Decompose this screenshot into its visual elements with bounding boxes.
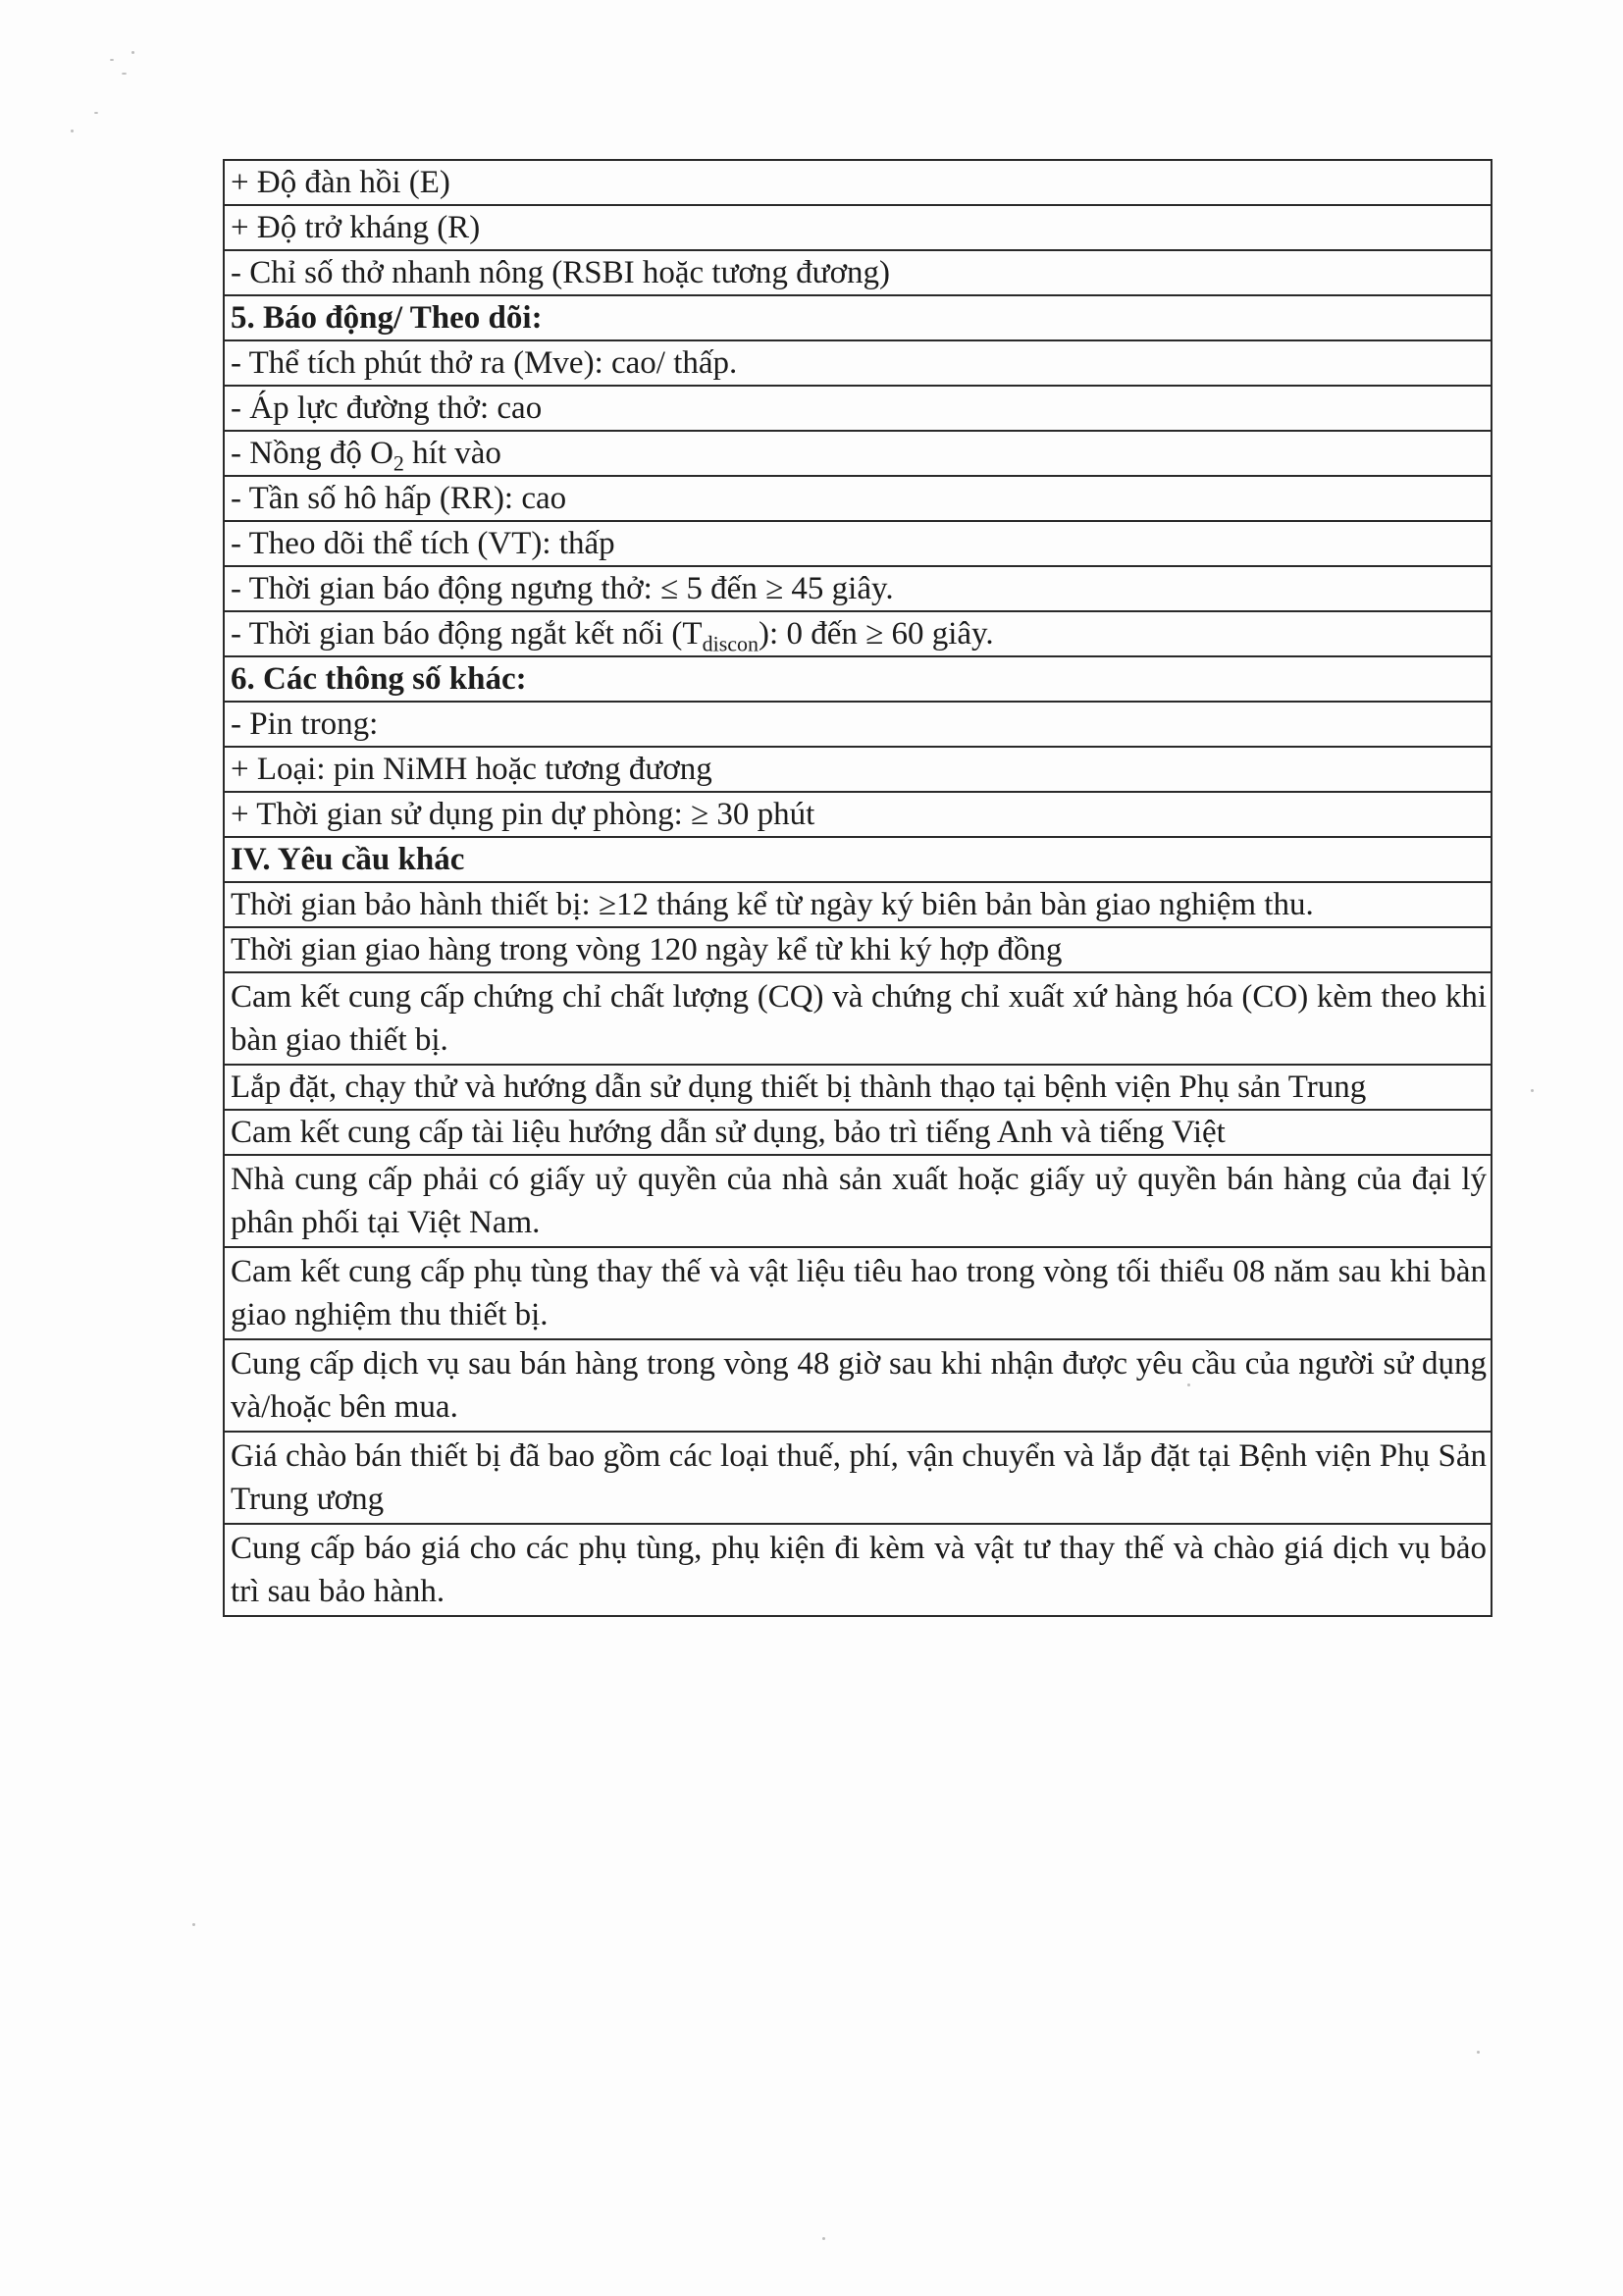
table-row xyxy=(224,476,1492,521)
row-text: - Thể tích phút thở ra (Mve): cao/ thấp. xyxy=(224,340,1492,386)
scan-speck xyxy=(1531,1089,1534,1092)
table-row xyxy=(224,1339,1492,1432)
table-row xyxy=(224,521,1492,566)
row-text xyxy=(224,611,1492,656)
tdiscon-subscript: discon xyxy=(702,631,759,656)
row-text: - Chỉ số thở nhanh nông (RSBI hoặc tương đương) xyxy=(224,250,1492,295)
section-heading: 6. Các thông số khác: xyxy=(224,656,1492,702)
table-row xyxy=(224,1432,1492,1524)
row-text xyxy=(224,431,1492,476)
row-text: Thời gian giao hàng trong vòng 120 ngày kể từ khi ký hợp đồng xyxy=(224,927,1492,972)
section-heading: 5. Báo động/ Theo dõi: xyxy=(224,295,1492,340)
row-text: + Loại: pin NiMH hoặc tương đương xyxy=(224,747,1492,792)
table-row xyxy=(224,340,1492,386)
row-text: Cam kết cung cấp tài liệu hướng dẫn sử dụng, bảo trì tiếng Anh và tiếng Việt xyxy=(224,1110,1492,1155)
scan-speck xyxy=(122,73,127,75)
row-text: Cam kết cung cấp chứng chỉ chất lượng (CQ) và chứng chỉ xuất xứ hàng hóa (CO) kèm theo khi bàn giao thiết bị. xyxy=(224,972,1492,1065)
tdiscon-prefix: - Thời gian báo động ngắt kết nối (T xyxy=(231,616,703,652)
table-row xyxy=(224,386,1492,431)
row-text: - Tần số hô hấp (RR): cao xyxy=(224,476,1492,521)
row-text: + Độ trở kháng (R) xyxy=(224,205,1492,250)
table-row xyxy=(224,566,1492,611)
o2-subscript: 2 xyxy=(393,450,404,476)
table-row xyxy=(224,882,1492,927)
row-text: - Theo dõi thể tích (VT): thấp xyxy=(224,521,1492,566)
table-row xyxy=(224,1524,1492,1616)
scan-speck xyxy=(1477,2051,1480,2054)
table-row xyxy=(224,1065,1492,1110)
table-row xyxy=(224,205,1492,250)
table-row xyxy=(224,702,1492,747)
table-row xyxy=(224,431,1492,476)
row-text: + Thời gian sử dụng pin dự phòng: ≥ 30 phút xyxy=(224,792,1492,837)
scan-speck xyxy=(71,130,74,132)
table-row xyxy=(224,160,1492,205)
scan-speck xyxy=(94,112,98,114)
row-text: - Pin trong: xyxy=(224,702,1492,747)
row-text: Thời gian bảo hành thiết bị: ≥12 tháng kể từ ngày ký biên bản bàn giao nghiệm thu. xyxy=(224,882,1492,927)
section-heading-row xyxy=(224,295,1492,340)
table-row xyxy=(224,972,1492,1065)
row-text: + Độ đàn hồi (E) xyxy=(224,160,1492,205)
row-text: Giá chào bán thiết bị đã bao gồm các loại thuế, phí, vận chuyển và lắp đặt tại Bệnh viện Phụ Sản Trung ương xyxy=(224,1432,1492,1524)
table-row xyxy=(224,250,1492,295)
row-text: - Thời gian báo động ngưng thở: ≤ 5 đến ≥ 45 giây. xyxy=(224,566,1492,611)
o2-prefix: - Nồng độ O xyxy=(231,436,393,471)
section-heading: IV. Yêu cầu khác xyxy=(224,837,1492,882)
row-text: Cam kết cung cấp phụ tùng thay thế và vật liệu tiêu hao trong vòng tối thiểu 08 năm sau khi bàn giao nghiệm thu thiết bị. xyxy=(224,1247,1492,1339)
specification-table xyxy=(223,159,1492,1617)
row-text: Lắp đặt, chạy thử và hướng dẫn sử dụng thiết bị thành thạo tại bệnh viện Phụ sản Trung xyxy=(224,1065,1492,1110)
scan-speck xyxy=(192,1923,195,1926)
tdiscon-suffix: ): 0 đến ≥ 60 giây. xyxy=(759,616,994,652)
table-row xyxy=(224,927,1492,972)
row-text: Nhà cung cấp phải có giấy uỷ quyền của nhà sản xuất hoặc giấy uỷ quyền bán hàng của đại lý phân phối tại Việt Nam. xyxy=(224,1155,1492,1247)
table-row xyxy=(224,611,1492,656)
scan-speck xyxy=(131,51,134,54)
table-row xyxy=(224,747,1492,792)
scan-speck xyxy=(822,2237,825,2240)
table-row xyxy=(224,1247,1492,1339)
row-text: Cung cấp dịch vụ sau bán hàng trong vòng 48 giờ sau khi nhận được yêu cầu của người sử dụng và/hoặc bên mua. xyxy=(224,1339,1492,1432)
row-text: - Áp lực đường thở: cao xyxy=(224,386,1492,431)
section-heading-row xyxy=(224,656,1492,702)
table-row xyxy=(224,792,1492,837)
scan-speck xyxy=(110,59,114,61)
row-text: Cung cấp báo giá cho các phụ tùng, phụ kiện đi kèm và vật tư thay thế và chào giá dịch vụ bảo trì sau bảo hành. xyxy=(224,1524,1492,1616)
table-row xyxy=(224,1110,1492,1155)
section-heading-row xyxy=(224,837,1492,882)
o2-suffix: hít vào xyxy=(403,436,501,471)
table-row xyxy=(224,1155,1492,1247)
